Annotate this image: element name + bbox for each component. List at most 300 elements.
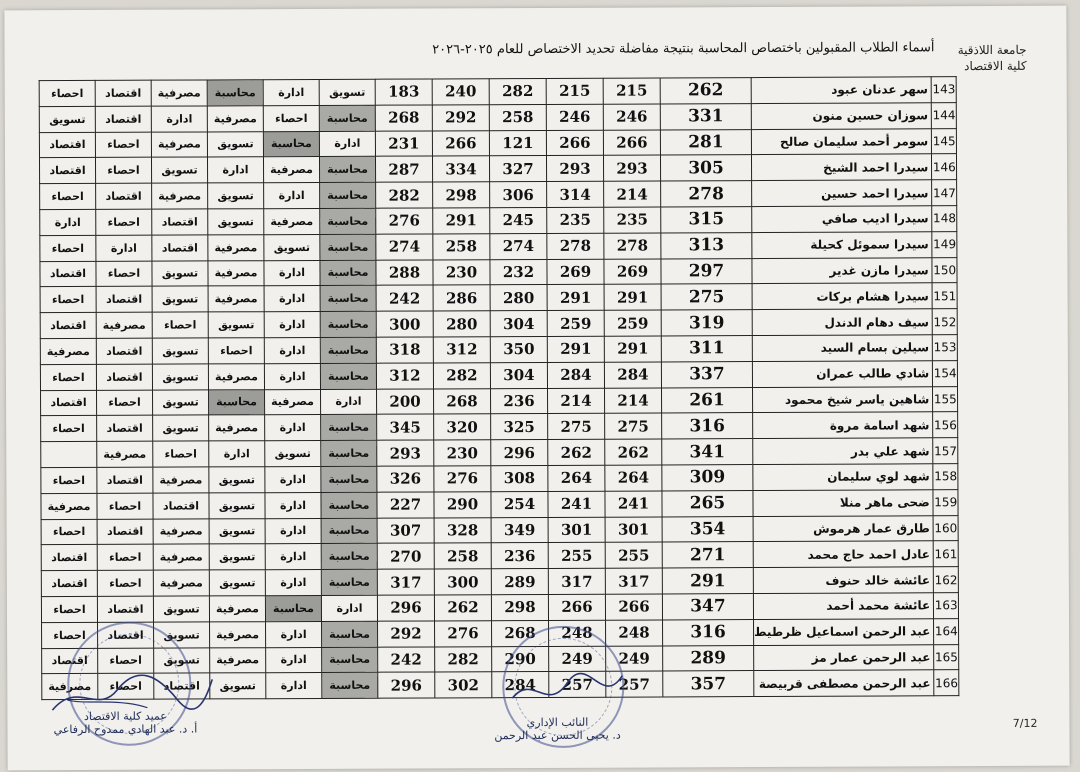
score-cell: 309 [662,465,753,491]
score-cell: 264 [605,465,662,491]
score-cell: 269 [547,259,604,285]
preference-cell: مصرفية [208,234,264,260]
score-cell: 257 [606,671,663,697]
preference-cell: احصاء [97,570,153,596]
row-number: 161 [933,541,958,567]
score-cell: 235 [547,207,604,233]
preference-cell: مصرفية [152,183,208,209]
preference-cell: احصاء [41,596,97,622]
preference-cell: محاسبة [320,208,376,234]
preference-cell: اقتصاد [95,106,151,132]
table-row [40,309,957,339]
score-cell: 280 [433,311,490,337]
preference-cell: مصرفية [209,596,265,622]
score-cell: 311 [661,336,752,362]
score-cell: 291 [547,285,604,311]
score-cell: 236 [491,543,548,569]
preference-cell: ادارة [96,235,152,261]
table-row [41,515,958,545]
row-number: 145 [932,128,957,154]
score-cell: 292 [378,621,435,647]
row-number: 148 [932,206,957,232]
preference-cell: احصاء [153,441,209,467]
preference-cell: مصرفية [153,544,209,570]
preference-cell: اقتصاد [41,390,97,416]
score-cell: 271 [662,542,753,568]
table-row [40,360,957,390]
preference-cell: محاسبة [321,415,377,441]
score-cell: 241 [605,491,662,517]
row-number: 152 [932,309,957,335]
preference-cell: اقتصاد [98,622,154,648]
score-cell: 347 [662,593,753,619]
score-cell: 264 [548,465,605,491]
preference-cell: احصاء [97,493,153,519]
preference-cell: اقتصاد [42,648,98,674]
table-row [40,231,957,261]
row-number: 160 [933,515,958,541]
score-cell: 274 [490,233,547,259]
table-row [39,128,956,158]
score-cell: 278 [547,233,604,259]
table-row [40,180,957,210]
row-number: 156 [933,412,958,438]
preference-cell: اقتصاد [97,416,153,442]
student-name: شاهين ياسر شيخ محمود [752,386,932,413]
preference-cell: اقتصاد [97,519,153,545]
score-cell: 331 [660,103,751,129]
score-cell: 275 [548,414,605,440]
score-cell: 282 [489,78,546,104]
score-cell: 300 [376,311,433,337]
preference-cell: احصاء [42,622,98,648]
score-cell: 268 [434,388,491,414]
score-cell: 318 [376,337,433,363]
preference-cell: مصرفية [42,674,98,700]
score-cell: 289 [663,645,754,671]
student-name: سومر أحمد سليمان صالح [751,128,931,155]
student-name: عبد الرحمن مصطفى قربيصة [754,670,934,697]
preference-cell: اقتصاد [41,545,97,571]
preference-cell: ادارة [265,570,321,596]
preference-cell: اقتصاد [39,132,95,158]
score-cell: 296 [377,595,434,621]
score-cell: 297 [661,258,752,284]
row-number: 163 [934,593,959,619]
preference-cell: محاسبة [265,595,321,621]
score-cell: 269 [604,259,661,285]
table-row [41,489,958,519]
preference-cell: اقتصاد [96,183,152,209]
preference-cell: تسويق [265,441,321,467]
score-cell: 262 [605,439,662,465]
row-number: 146 [932,154,957,180]
table-row [41,567,958,597]
score-cell: 214 [548,388,605,414]
preference-cell: تسويق [152,261,208,287]
preference-cell: ادارة [40,209,96,235]
preference-cell: اقتصاد [97,467,153,493]
score-cell: 291 [604,336,661,362]
preference-cell: تسويق [154,622,210,648]
student-name: طارق عمار هرموش [753,515,933,542]
row-number: 154 [933,360,958,386]
preference-cell: ادارة [263,79,319,105]
score-cell: 282 [433,362,490,388]
preference-cell: محاسبة [322,673,378,699]
preference-cell: احصاء [41,467,97,493]
score-cell: 317 [377,569,434,595]
score-cell: 241 [548,491,605,517]
score-cell: 200 [377,389,434,415]
preference-cell: اقتصاد [154,673,210,699]
preference-cell: محاسبة [321,492,377,518]
score-cell: 301 [605,517,662,543]
row-number: 153 [933,335,958,361]
score-cell: 314 [547,181,604,207]
score-cell: 231 [375,131,432,157]
preference-cell: محاسبة [263,131,319,157]
dean-signature-block [25,709,225,736]
preference-cell: تسويق [152,338,208,364]
preference-cell: محاسبة [320,260,376,286]
score-cell: 236 [491,388,548,414]
preference-cell: مصرفية [151,80,207,106]
preference-cell: تسويق [208,209,264,235]
preference-cell: ادارة [321,595,377,621]
student-name: ضحى ماهر منلا [753,490,933,517]
student-name: شهد اسامة مروة [753,412,933,439]
score-cell: 276 [434,466,491,492]
score-cell: 291 [433,208,490,234]
score-cell: 276 [435,620,492,646]
table-row [42,618,959,648]
preference-cell: مصرفية [209,415,265,441]
preference-cell: احصاء [95,132,151,158]
score-cell: 298 [491,594,548,620]
score-cell: 246 [546,104,603,130]
preference-cell: ادارة [264,363,320,389]
score-cell: 265 [662,490,753,516]
score-cell: 313 [661,232,752,258]
score-cell: 240 [432,79,489,105]
document-title: أسماء الطلاب المقبولين باختصاص المحاسبة بنتيجة مفاضلة تحديد الاختصاص للعام ٢٠٢٥-٢٠٢٦ [432,40,935,58]
score-cell: 291 [547,336,604,362]
preference-cell: مصرفية [208,286,264,312]
student-name: شهد علي بدر [753,438,933,465]
preference-cell: محاسبة [321,518,377,544]
preference-cell: تسويق [264,234,320,260]
student-name: سيدرا سموئل كحيلة [752,232,932,259]
preference-cell: محاسبة [319,105,375,131]
table-row [40,283,957,313]
table-row [39,102,956,132]
preference-cell: ادارة [266,673,322,699]
score-cell: 293 [546,156,603,182]
score-cell: 281 [660,129,751,155]
preference-cell: احصاء [96,261,152,287]
preference-cell: محاسبة [320,363,376,389]
preference-cell: تسويق [209,492,265,518]
preference-cell: احصاء [95,158,151,184]
score-cell: 258 [433,233,490,259]
preference-cell: اقتصاد [96,338,152,364]
score-cell: 254 [491,491,548,517]
preference-cell: مصرفية [96,312,152,338]
score-cell: 258 [489,104,546,130]
score-cell: 312 [433,337,490,363]
row-number: 164 [934,618,959,644]
score-cell: 341 [662,439,753,465]
row-number: 159 [933,489,958,515]
student-name: شادي طالب عمران [752,361,932,388]
signature-scribble-admin [507,668,627,719]
score-cell: 266 [546,130,603,156]
student-name: سيدرا اديب صافي [752,206,932,233]
score-cell: 266 [603,130,660,156]
preference-cell: محاسبة [319,157,375,183]
score-cell: 289 [491,569,548,595]
preference-cell: محاسبة [209,389,265,415]
preference-cell: مصرفية [40,338,96,364]
score-cell: 268 [492,620,549,646]
score-cell: 288 [376,260,433,286]
preference-cell: مصرفية [207,105,263,131]
admin-name: د. يحيى الحسن عبد الرحمن [494,728,621,743]
score-cell: 262 [660,78,751,104]
table-row [41,541,958,571]
score-cell: 291 [604,284,661,310]
preference-cell: مصرفية [264,208,320,234]
preference-cell: محاسبة [321,440,377,466]
score-cell: 266 [432,130,489,156]
score-cell: 302 [435,672,492,698]
score-cell: 312 [376,363,433,389]
score-cell: 270 [377,543,434,569]
preference-cell: ادارة [264,337,320,363]
score-cell: 290 [434,491,491,517]
score-cell: 249 [549,646,606,672]
admin-signature-block [462,715,652,742]
score-cell: 325 [491,414,548,440]
score-cell: 317 [605,568,662,594]
preference-cell: احصاء [96,209,152,235]
score-cell: 259 [604,310,661,336]
preference-cell: احصاء [263,105,319,131]
score-cell: 230 [433,259,490,285]
preference-cell: مصرفية [208,363,264,389]
row-number: 144 [931,102,956,128]
preference-cell: مصرفية [153,467,209,493]
preference-cell: اقتصاد [97,596,153,622]
table-row [41,464,958,494]
score-cell: 292 [432,105,489,131]
score-cell: 345 [377,414,434,440]
preference-cell: تسويق [209,518,265,544]
score-cell: 300 [434,569,491,595]
student-name: سيدرا مازن غدير [752,257,932,284]
preference-cell: محاسبة [322,621,378,647]
preference-cell: محاسبة [320,311,376,337]
preference-cell: ادارة [209,441,265,467]
table-row [40,206,957,236]
score-cell: 227 [377,492,434,518]
student-name: سيدرا احمد حسين [752,180,932,207]
preference-cell: اقتصاد [153,493,209,519]
preference-cell: مصرفية [41,493,97,519]
score-cell: 280 [490,285,547,311]
preference-cell: احصاء [40,364,96,390]
score-cell: 320 [434,414,491,440]
score-cell: 293 [603,155,660,181]
preference-cell: تسويق [151,157,207,183]
score-cell: 349 [491,517,548,543]
score-cell: 306 [490,182,547,208]
score-cell: 261 [661,387,752,413]
table-row [40,257,957,287]
preference-cell: تسويق [209,467,265,493]
score-cell: 262 [548,439,605,465]
preference-cell: ادارة [265,415,321,441]
preference-cell: محاسبة [321,544,377,570]
score-cell: 249 [606,645,663,671]
score-cell: 214 [604,181,661,207]
score-cell: 242 [376,285,433,311]
score-cell: 296 [378,672,435,698]
preference-cell: احصاء [98,648,154,674]
preference-cell: احصاء [208,338,264,364]
dean-title: عميد كلية الاقتصاد [83,709,167,723]
preference-cell: تسويق [39,106,95,132]
score-cell: 248 [549,620,606,646]
university-header [958,42,1027,74]
score-cell: 215 [603,78,660,104]
preference-cell: احصاء [40,287,96,313]
score-cell: 301 [548,517,605,543]
preference-cell: ادارة [321,389,377,415]
score-cell: 350 [490,336,547,362]
score-cell: 259 [547,310,604,336]
score-cell: 257 [549,672,606,698]
score-cell: 275 [661,284,752,310]
preference-cell: تسويق [210,673,266,699]
score-cell: 293 [377,440,434,466]
score-cell: 245 [490,207,547,233]
score-cell: 327 [489,156,546,182]
preference-cell: ادارة [265,466,321,492]
score-cell: 248 [606,620,663,646]
score-cell: 262 [434,595,491,621]
score-cell: 274 [376,234,433,260]
preference-cell: تسويق [152,286,208,312]
score-cell: 183 [375,79,432,105]
row-number: 157 [933,438,958,464]
preference-cell: اقتصاد [96,287,152,313]
score-cell: 282 [376,182,433,208]
row-number: 150 [932,257,957,283]
preference-cell: محاسبة [320,337,376,363]
score-cell: 290 [492,646,549,672]
score-cell: 255 [548,543,605,569]
score-cell: 242 [378,646,435,672]
score-cell: 291 [662,568,753,594]
score-cell: 282 [435,646,492,672]
preference-cell: مصرفية [208,260,264,286]
student-name: سيدرا هشام بركات [752,283,932,310]
score-cell: 308 [491,465,548,491]
preference-cell: تسويق [153,596,209,622]
score-cell: 246 [603,104,660,130]
student-name: سوزان حسين منون [751,103,931,130]
score-cell: 230 [434,440,491,466]
score-cell: 278 [661,181,752,207]
score-cell: 275 [605,413,662,439]
score-cell: 298 [433,182,490,208]
preference-cell: احصاء [98,674,154,700]
table-row [41,386,958,416]
preference-cell: محاسبة [320,182,376,208]
preference-cell: ادارة [151,106,207,132]
score-cell: 307 [377,517,434,543]
table-row [40,335,957,365]
preference-cell: محاسبة [320,234,376,260]
row-number: 166 [934,670,959,696]
preference-cell: محاسبة [322,647,378,673]
score-cell: 284 [492,672,549,698]
preference-cell [41,442,97,468]
admin-title: النائب الإداري [526,715,589,730]
student-name: سيف دهام الدندل [752,309,932,336]
preference-cell: اقتصاد [152,235,208,261]
preference-cell: محاسبة [320,286,376,312]
score-cell: 286 [433,285,490,311]
preference-cell: احصاء [40,184,96,210]
table-row [39,154,956,184]
university-name: جامعة اللاذقية [957,42,1027,58]
student-name: عبد الرحمن اسماعيل ظرطيط [754,619,934,646]
score-cell: 337 [661,361,752,387]
row-number: 149 [932,231,957,257]
student-name: عبد الرحمن عمار مز [754,644,934,671]
table-row [41,438,958,468]
preference-cell: مصرفية [97,441,153,467]
preference-cell: ادارة [264,260,320,286]
score-cell: 357 [663,671,754,697]
student-name: سيلين بسام السيد [752,335,932,362]
preference-cell: ادارة [265,492,321,518]
preference-cell: اقتصاد [39,158,95,184]
preference-cell: مصرفية [210,621,266,647]
preference-cell: تسويق [208,312,264,338]
preference-cell: ادارة [264,286,320,312]
preference-cell: ادارة [265,544,321,570]
preference-cell: تسويق [319,79,375,105]
score-cell: 255 [605,542,662,568]
preference-cell: محاسبة [321,569,377,595]
score-cell: 316 [662,413,753,439]
document-page [4,6,1069,771]
preference-cell: اقتصاد [40,313,96,339]
preference-cell: مصرفية [153,570,209,596]
student-name: شهد لوي سليمان [753,464,933,491]
preference-cell: اقتصاد [40,261,96,287]
row-number: 165 [934,644,959,670]
student-name: عائشة محمد أحمد [753,593,933,620]
preference-cell: تسويق [208,183,264,209]
preference-cell: محاسبة [207,80,263,106]
preference-cell: احصاء [41,416,97,442]
students-table [39,76,960,700]
